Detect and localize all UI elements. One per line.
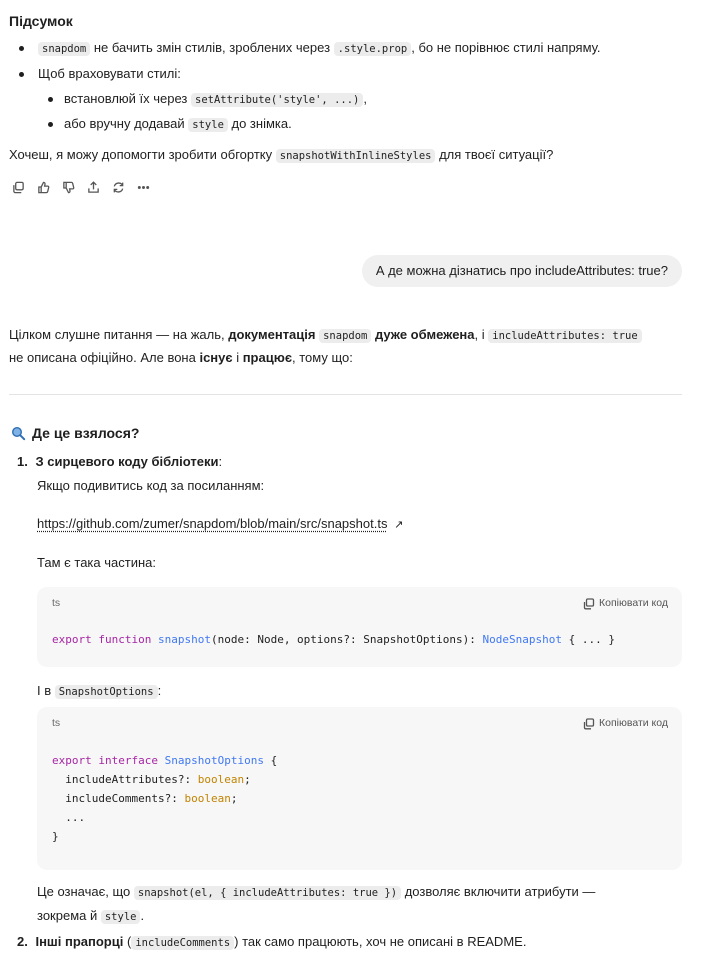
inline-code: snapshot(el, { includeAttributes: true }) xyxy=(134,886,401,900)
inline-code: .style.prop xyxy=(334,42,412,56)
inline-code: style xyxy=(188,118,228,132)
code-content: export interface SnapshotOptions { includeAttributes?: boolean; includeComments?: boolean; ... } xyxy=(52,754,278,843)
code-block-header xyxy=(52,716,668,732)
summary-heading: Підсумок xyxy=(9,13,73,29)
list-item-1-title: 1. З сирцевого коду бібліотеки: xyxy=(17,454,223,469)
share-icon[interactable] xyxy=(86,180,100,194)
inline-code: includeComments xyxy=(131,936,234,950)
external-link-icon: ↗ xyxy=(394,519,404,531)
code-block-2 xyxy=(37,707,682,870)
inline-code: snapshotWithInlineStyles xyxy=(276,149,436,163)
offer-text: Хочеш, я можу допомогти зробити обгортку snapshotWithInlineStyles для твоєї ситуації? xyxy=(9,147,554,162)
inline-code: style xyxy=(101,910,141,924)
message-actions xyxy=(11,180,150,194)
bullet-dot xyxy=(48,122,53,127)
summary-subbullet-2: або вручну додавай style до знімка. xyxy=(40,114,292,134)
means-paragraph: Це означає, що snapshot(el, { includeAttributes: true }) дозволяє включити атрибути — зокрема й style . xyxy=(37,884,596,923)
divider xyxy=(9,394,682,395)
magnifier-icon xyxy=(11,426,26,441)
thumbs-up-icon[interactable] xyxy=(36,180,50,194)
thumbs-down-icon[interactable] xyxy=(61,180,75,194)
code-language: ts xyxy=(52,597,61,609)
bullet-dot xyxy=(48,97,53,102)
inline-code: setAttribute('style', ...) xyxy=(191,93,363,107)
summary-subbullet-1: встановлюй їх через setAttribute('style', ...) , xyxy=(40,89,367,109)
bullet-dot xyxy=(19,72,24,77)
summary-bullet-2: Щоб враховувати стилі: xyxy=(9,64,181,84)
copy-icon xyxy=(583,718,595,730)
code-block-header xyxy=(52,596,668,612)
answer-paragraph: Цілком слушне питання — на жаль, документація snapdom дуже обмежена, і includeAttributes: true не описана офіційно. Але вона існує і працює, тому що: xyxy=(9,325,699,367)
regenerate-icon[interactable] xyxy=(111,180,125,194)
code-content: export function snapshot(node: Node, options?: SnapshotOptions): NodeSnapshot { ... } xyxy=(52,633,615,646)
summary-bullet-1: snapdom не бачить змін стилів, зроблених через .style.prop , бо не порівнює стилі напряму. xyxy=(9,38,699,58)
copy-code-button[interactable]: Копіювати код xyxy=(583,716,668,732)
inline-code: SnapshotOptions xyxy=(55,685,158,699)
inline-code: includeAttributes: true xyxy=(488,329,641,343)
there-text: Там є така частина: xyxy=(37,555,156,570)
copy-code-button[interactable]: Копіювати код xyxy=(583,596,668,612)
in-options-text: І в SnapshotOptions : xyxy=(37,683,162,698)
code-block-1 xyxy=(37,587,682,667)
bullet-dot xyxy=(19,46,24,51)
inline-code: snapdom xyxy=(38,42,90,56)
list-item-2: 2. Інші прапорці ( includeComments ) так само працюють, хоч не описані в README. xyxy=(17,934,527,949)
code-language: ts xyxy=(52,717,61,729)
section-title: Де це взялося? xyxy=(11,423,139,444)
list-item-1-sub: Якщо подивитись код за посиланням: xyxy=(37,478,265,493)
user-message-bubble: А де можна дізнатись про includeAttributes: true? xyxy=(362,255,682,287)
inline-code: snapdom xyxy=(319,329,371,343)
copy-icon xyxy=(583,598,595,610)
copy-icon[interactable] xyxy=(11,180,25,194)
source-link[interactable]: https://github.com/zumer/snapdom/blob/main/src/snapshot.ts ↗ xyxy=(37,516,404,531)
more-icon[interactable] xyxy=(136,180,150,194)
